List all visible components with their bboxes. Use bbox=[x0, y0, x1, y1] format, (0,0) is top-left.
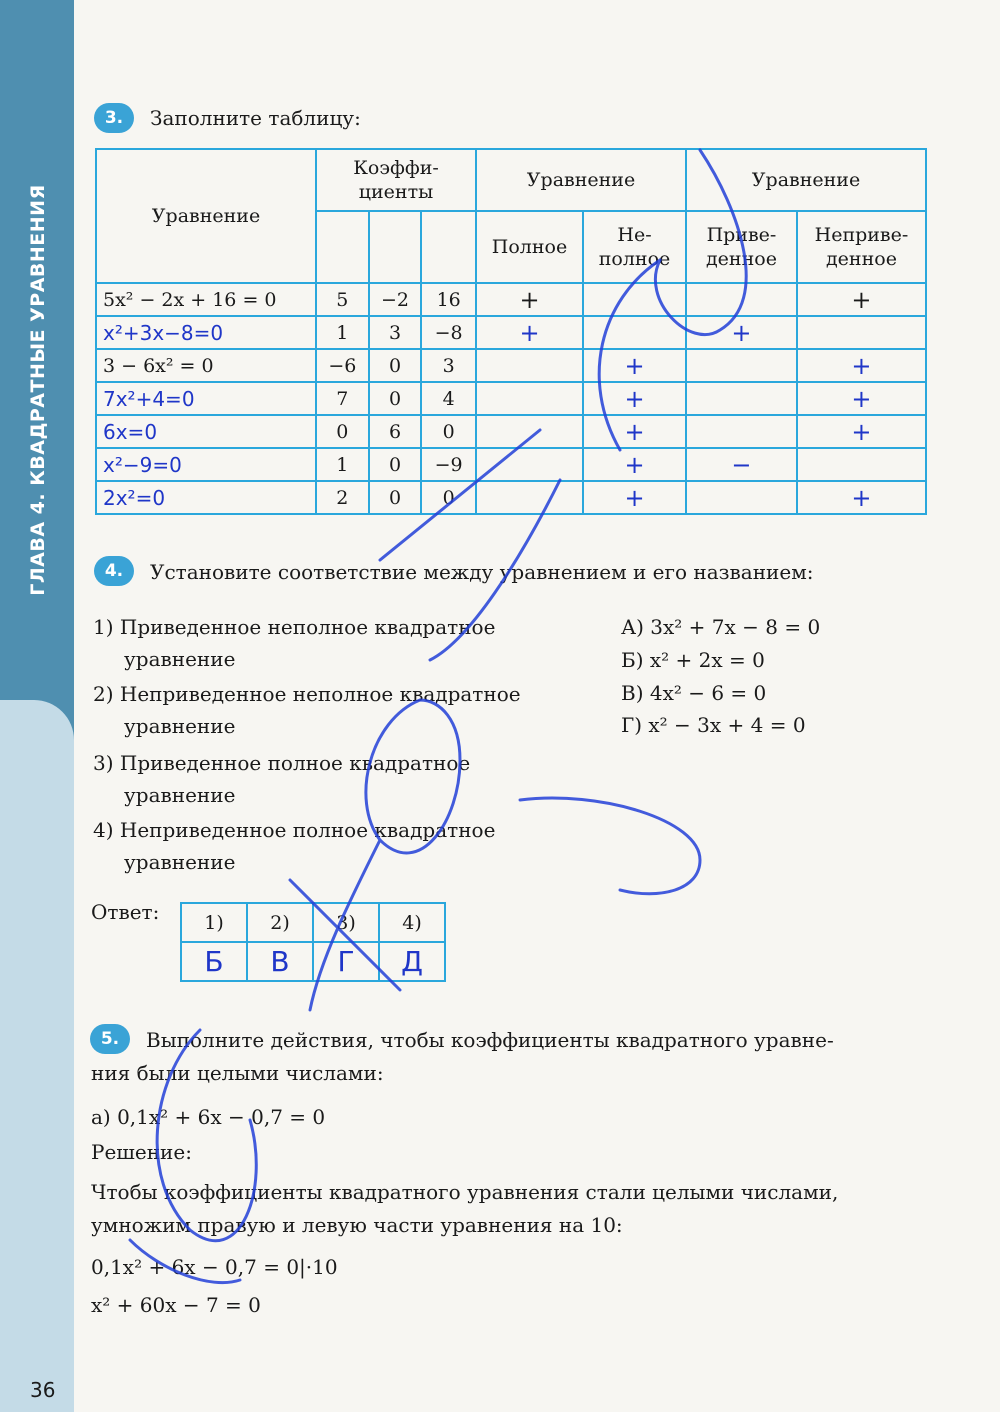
row-nonreduced: + bbox=[797, 283, 926, 316]
task-4-item-3-cont: уравнение bbox=[124, 783, 236, 807]
answer-value-2: В bbox=[247, 942, 313, 981]
row-full: + bbox=[476, 283, 583, 316]
row-full: + bbox=[476, 316, 583, 349]
answer-header-2: 2) bbox=[247, 903, 313, 942]
header-coefficients bbox=[316, 149, 476, 211]
row-b: 0 bbox=[369, 349, 422, 382]
header-nonreduced-l1: Неприве- bbox=[814, 224, 909, 246]
row-incomplete: + bbox=[583, 349, 686, 382]
row-full bbox=[476, 349, 583, 382]
row-reduced bbox=[686, 382, 797, 415]
answer-value-3: Г bbox=[313, 942, 379, 981]
page-number: 36 bbox=[30, 1378, 56, 1402]
task-4-option-d: Г) x² − 3x + 4 = 0 bbox=[621, 713, 806, 737]
header-equation: Уравнение bbox=[96, 149, 316, 283]
table-row bbox=[96, 283, 926, 316]
task-4-prompt: Установите соответствие между уравнением и его названием: bbox=[150, 560, 814, 584]
row-c: 16 bbox=[421, 283, 476, 316]
header-nonreduced-l2: денное bbox=[825, 248, 897, 270]
row-equation: 7x²+4=0 bbox=[96, 382, 316, 415]
solution-label: Решение: bbox=[91, 1140, 192, 1164]
task-4-item-4: 4) Неприведенное полное квадратное bbox=[93, 818, 496, 842]
row-a: 7 bbox=[316, 382, 369, 415]
header-coef-line2: циенты bbox=[358, 181, 434, 203]
row-c: 3 bbox=[421, 349, 476, 382]
row-b: 0 bbox=[369, 382, 422, 415]
table-row bbox=[96, 316, 926, 349]
sidebar-lower-band bbox=[0, 700, 74, 1412]
row-incomplete: + bbox=[583, 448, 686, 481]
header-group-full: Уравнение bbox=[476, 149, 686, 211]
task-5-prompt-line1: Выполните действия, чтобы коэффициенты квадратного уравне- bbox=[146, 1028, 834, 1052]
row-equation: x²−9=0 bbox=[96, 448, 316, 481]
header-coef-line1: Коэффи- bbox=[353, 157, 439, 179]
row-c: 4 bbox=[421, 382, 476, 415]
row-incomplete: + bbox=[583, 415, 686, 448]
row-nonreduced bbox=[797, 448, 926, 481]
row-incomplete bbox=[583, 283, 686, 316]
row-c: −8 bbox=[421, 316, 476, 349]
header-incomplete-l1: Не- bbox=[617, 224, 652, 246]
row-equation: 6x=0 bbox=[96, 415, 316, 448]
row-reduced bbox=[686, 349, 797, 382]
row-reduced bbox=[686, 481, 797, 514]
table-row bbox=[96, 415, 926, 448]
header-full: Полное bbox=[476, 211, 583, 283]
chapter-label: ГЛАВА 4. КВАДРАТНЫЕ УРАВНЕНИЯ bbox=[27, 184, 49, 596]
row-c: −9 bbox=[421, 448, 476, 481]
row-c: 0 bbox=[421, 481, 476, 514]
header-nonreduced bbox=[797, 211, 926, 283]
header-c bbox=[421, 211, 476, 283]
header-incomplete-l2: полное bbox=[598, 248, 671, 270]
row-nonreduced bbox=[797, 316, 926, 349]
row-a: −6 bbox=[316, 349, 369, 382]
row-a: 5 bbox=[316, 283, 369, 316]
task-4-item-2-cont: уравнение bbox=[124, 714, 236, 738]
row-a: 1 bbox=[316, 316, 369, 349]
row-incomplete: + bbox=[583, 481, 686, 514]
task-4-badge: 4. bbox=[94, 556, 134, 586]
row-full bbox=[476, 415, 583, 448]
row-b: 0 bbox=[369, 448, 422, 481]
row-c: 0 bbox=[421, 415, 476, 448]
task-4-option-c: В) 4x² − 6 = 0 bbox=[621, 681, 767, 705]
task-4-item-4-cont: уравнение bbox=[124, 850, 236, 874]
table-row bbox=[96, 349, 926, 382]
row-b: 0 bbox=[369, 481, 422, 514]
header-b bbox=[369, 211, 422, 283]
row-a: 1 bbox=[316, 448, 369, 481]
row-nonreduced: + bbox=[797, 481, 926, 514]
task-5-badge: 5. bbox=[90, 1024, 130, 1054]
scribble-9 bbox=[520, 798, 700, 894]
table-row bbox=[96, 382, 926, 415]
row-full bbox=[476, 382, 583, 415]
row-reduced bbox=[686, 283, 797, 316]
task-4-item-2: 2) Неприведенное неполное квадратное bbox=[93, 682, 521, 706]
row-full bbox=[476, 448, 583, 481]
row-nonreduced: + bbox=[797, 382, 926, 415]
row-a: 2 bbox=[316, 481, 369, 514]
header-incomplete bbox=[583, 211, 686, 283]
task-4-item-1-cont: уравнение bbox=[124, 647, 236, 671]
answer-header-1: 1) bbox=[181, 903, 247, 942]
answer-table bbox=[180, 902, 446, 982]
answer-label: Ответ: bbox=[91, 900, 160, 924]
row-equation: 5x² − 2x + 16 = 0 bbox=[96, 283, 316, 316]
row-b: 6 bbox=[369, 415, 422, 448]
task-5-part-a: а) 0,1x² + 6x − 0,7 = 0 bbox=[91, 1105, 326, 1129]
task-4-option-a: А) 3x² + 7x − 8 = 0 bbox=[621, 615, 821, 639]
table-row bbox=[96, 448, 926, 481]
row-nonreduced: + bbox=[797, 415, 926, 448]
task-5-prompt-line2: ния были целыми числами: bbox=[91, 1061, 384, 1085]
answer-header-4: 4) bbox=[379, 903, 445, 942]
row-equation: 3 − 6x² = 0 bbox=[96, 349, 316, 382]
row-a: 0 bbox=[316, 415, 369, 448]
solution-calc1: 0,1x² + 6x − 0,7 = 0|·10 bbox=[91, 1255, 338, 1279]
row-full bbox=[476, 481, 583, 514]
task-3-badge: 3. bbox=[94, 103, 134, 133]
header-reduced-l1: Приве- bbox=[706, 224, 777, 246]
solution-calc2: x² + 60x − 7 = 0 bbox=[91, 1293, 261, 1317]
row-incomplete: + bbox=[583, 382, 686, 415]
row-nonreduced: + bbox=[797, 349, 926, 382]
table-row bbox=[96, 481, 926, 514]
coefficients-table bbox=[95, 148, 927, 515]
task-3-prompt: Заполните таблицу: bbox=[150, 106, 361, 130]
answer-value-1: Б bbox=[181, 942, 247, 981]
task-4-item-1: 1) Приведенное неполное квадратное bbox=[93, 615, 496, 639]
header-reduced bbox=[686, 211, 797, 283]
row-equation: x²+3x−8=0 bbox=[96, 316, 316, 349]
answer-header-3: 3) bbox=[313, 903, 379, 942]
header-a bbox=[316, 211, 369, 283]
solution-line1: Чтобы коэффициенты квадратного уравнения стали целыми числами, bbox=[91, 1180, 839, 1204]
solution-line2: умножим правую и левую части уравнения на 10: bbox=[91, 1213, 623, 1237]
answer-value-4: Д bbox=[379, 942, 445, 981]
header-reduced-l2: денное bbox=[705, 248, 777, 270]
row-b: −2 bbox=[369, 283, 422, 316]
task-4-option-b: Б) x² + 2x = 0 bbox=[621, 648, 765, 672]
header-group-reduced: Уравнение bbox=[686, 149, 926, 211]
task-4-item-3: 3) Приведенное полное квадратное bbox=[93, 751, 471, 775]
row-reduced bbox=[686, 415, 797, 448]
row-reduced: + bbox=[686, 316, 797, 349]
row-reduced: − bbox=[686, 448, 797, 481]
row-incomplete bbox=[583, 316, 686, 349]
row-equation: 2x²=0 bbox=[96, 481, 316, 514]
row-b: 3 bbox=[369, 316, 422, 349]
